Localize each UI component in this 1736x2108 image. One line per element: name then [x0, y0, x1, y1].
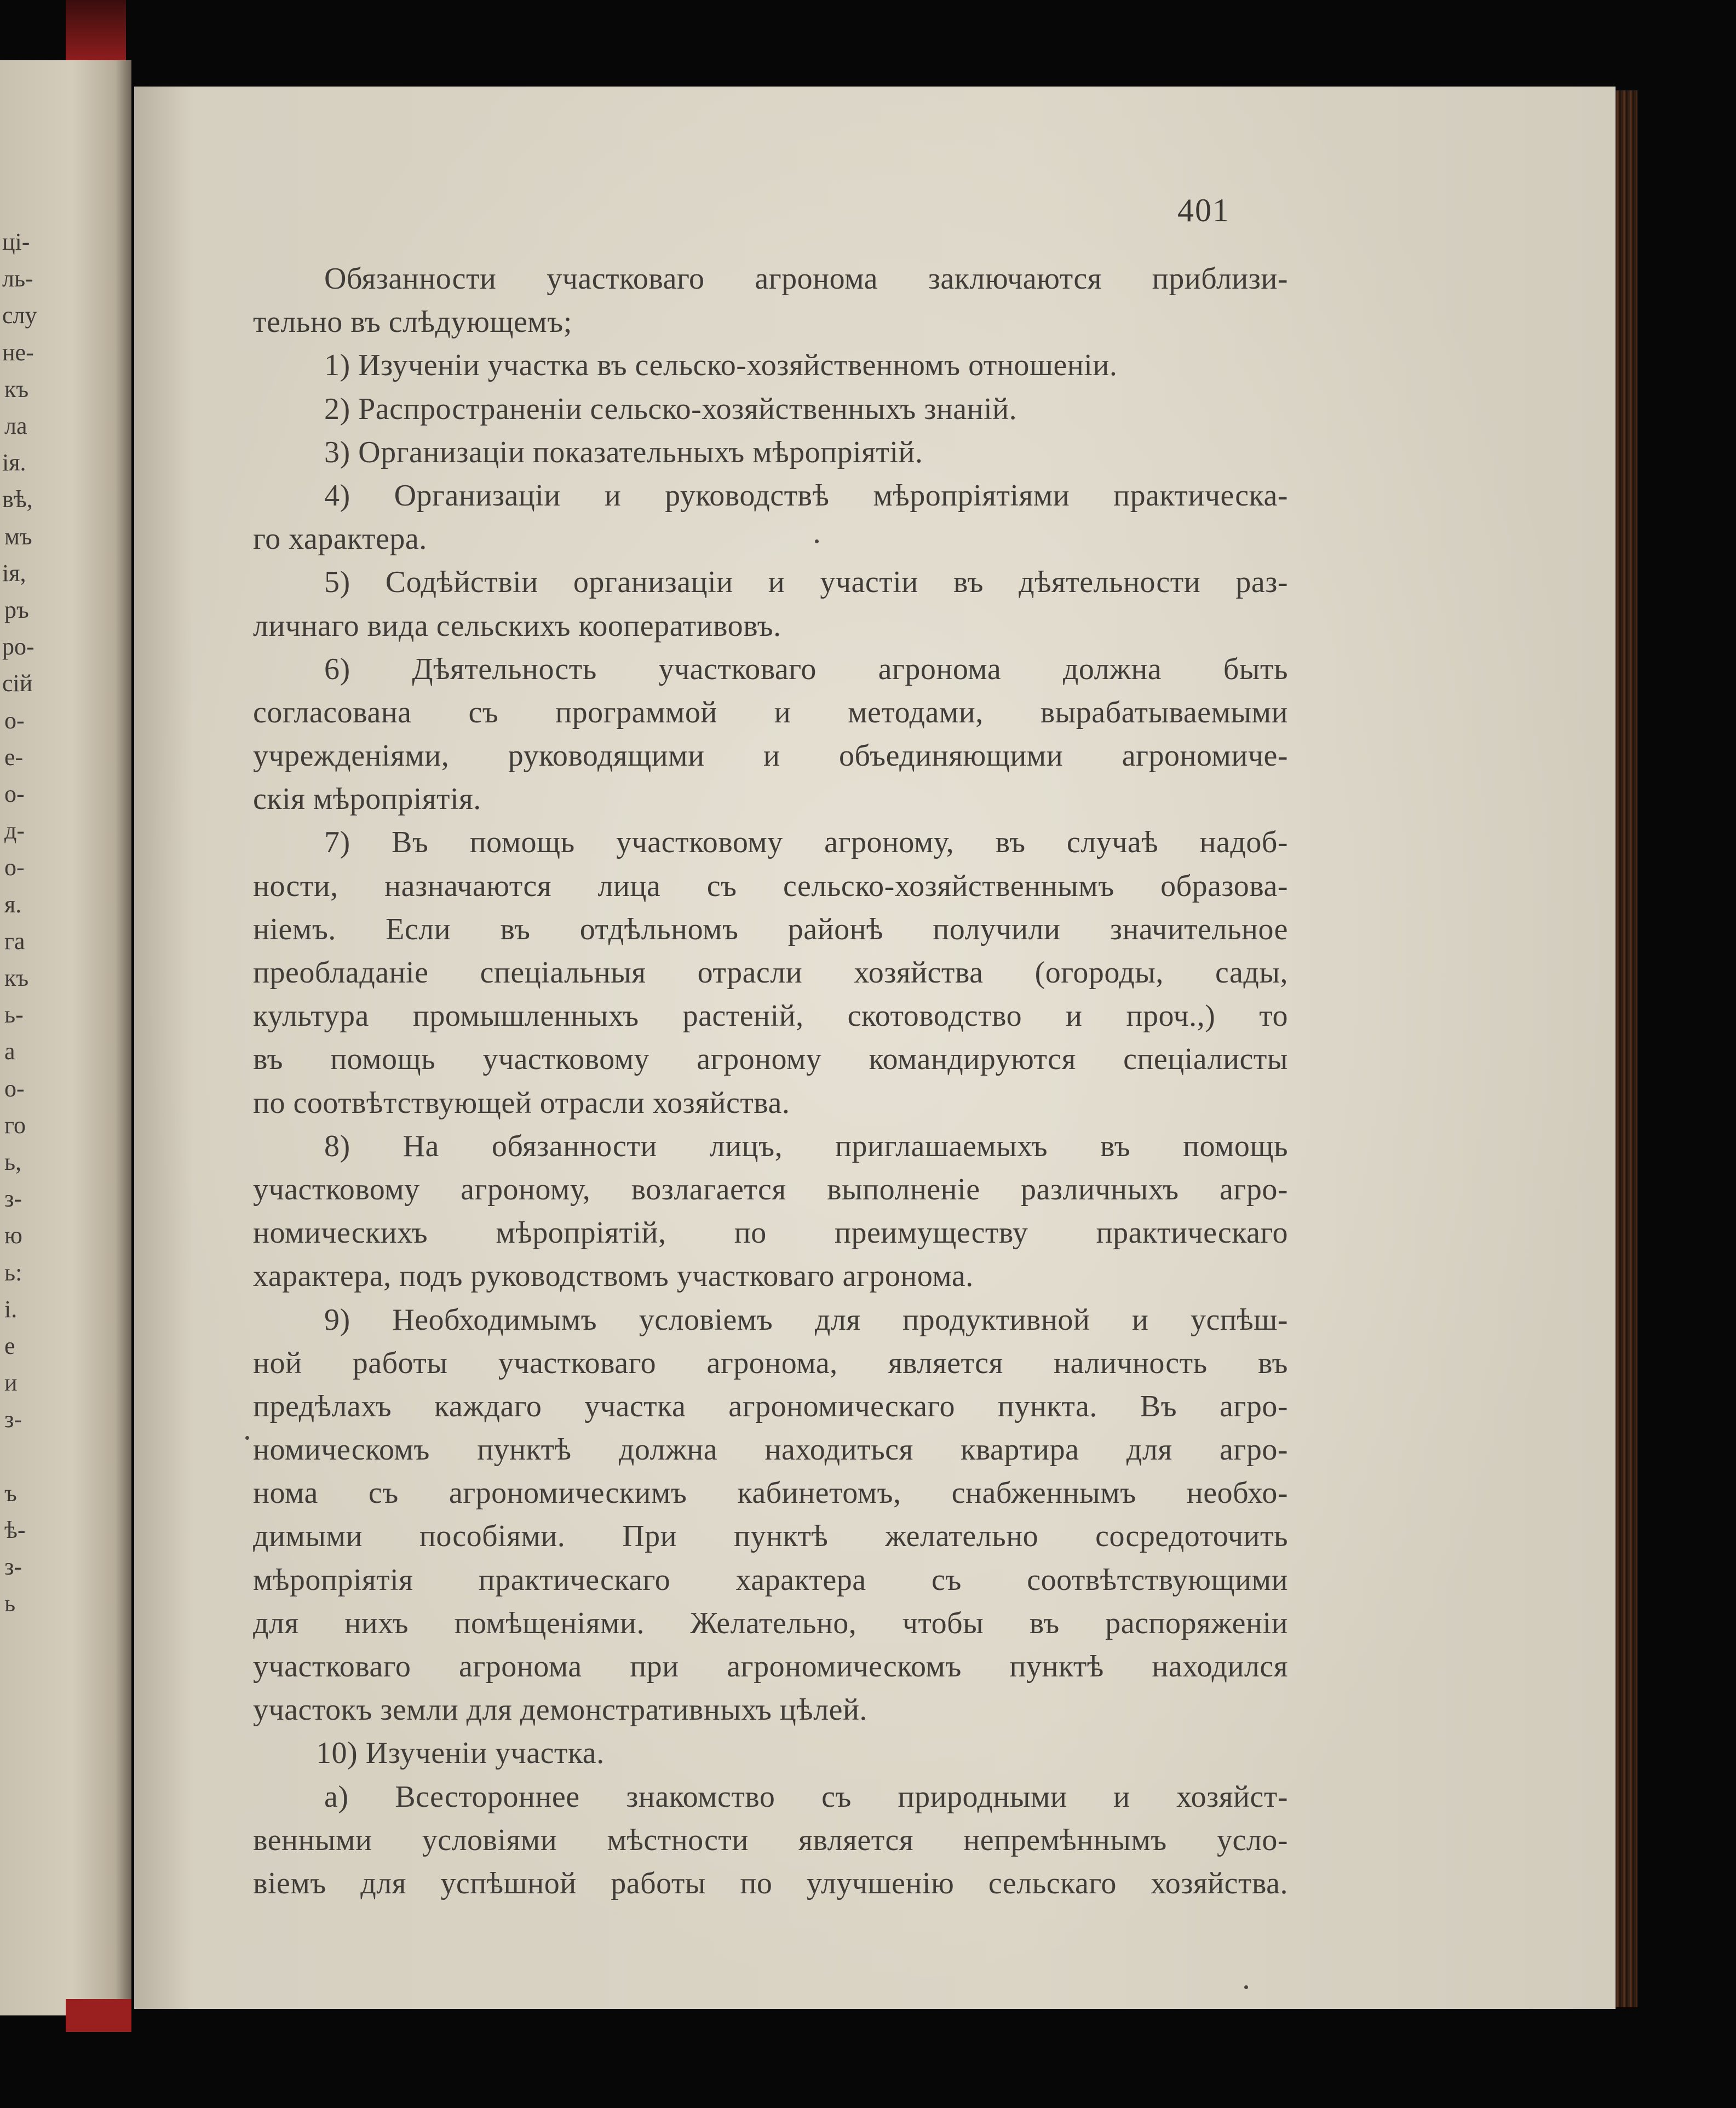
- text-line: 8) На обязанности лицъ, приглашаемыхъ въ помощь: [324, 1129, 1288, 1163]
- text-line: мѣропріятія практическаго характера съ соотвѣтствующими: [253, 1563, 1288, 1597]
- text-line: ности, назначаются лица съ сельско-хозяйственнымъ образова-: [253, 869, 1288, 903]
- previous-page-line-fragment: а: [4, 1038, 15, 1065]
- book-binding-edge-bottom: [66, 1999, 131, 2032]
- previous-page-line-fragment: ь-: [4, 1001, 24, 1029]
- text-line: номическомъ пунктѣ должна находиться квартира для агро-: [253, 1433, 1288, 1467]
- text-line: ніемъ. Если въ отдѣльномъ районѣ получили значительное: [253, 912, 1288, 946]
- previous-page-line-fragment: и: [4, 1369, 18, 1397]
- page-body-text: [253, 257, 1288, 1905]
- text-line: культура промышленныхъ растеній, скотоводство и проч.,) то: [253, 999, 1288, 1033]
- book-binding-edge: [66, 0, 126, 60]
- previous-page-line-fragment: д-: [4, 817, 25, 845]
- previous-page-line-fragment: і.: [4, 1295, 18, 1323]
- previous-page-line-fragment: ь,: [4, 1148, 22, 1175]
- previous-page-line-fragment: з-: [4, 1185, 22, 1213]
- previous-page-line-fragment: ія,: [2, 559, 26, 587]
- previous-page-line-fragment: ръ: [4, 596, 29, 623]
- previous-page-line-fragment: га: [4, 927, 25, 955]
- previous-page-line-fragment: о-: [4, 780, 25, 807]
- text-line: для нихъ помѣщеніями. Желательно, чтобы въ распоряженіи: [253, 1606, 1288, 1640]
- previous-page-line-fragment: ія.: [2, 449, 26, 476]
- previous-page-line-fragment: мъ: [4, 522, 32, 550]
- previous-page-line-fragment: ль-: [2, 265, 33, 292]
- text-line: 4) Организаціи и руководствѣ мѣропріятіями практическа-: [324, 478, 1288, 513]
- text-line: віемъ для успѣшной работы по улучшенію сельскаго хозяйства.: [253, 1866, 1288, 1900]
- paper-speck: [1244, 1985, 1248, 1989]
- text-line: венными условіями мѣстности является непремѣннымъ усло-: [253, 1823, 1288, 1857]
- text-line: 10) Изученіи участка.: [316, 1736, 605, 1771]
- previous-page-line-fragment: ці-: [2, 228, 30, 255]
- text-line: тельно въ слѣдующемъ;: [253, 305, 572, 340]
- text-line: 9) Необходимымъ условіемъ для продуктивной и успѣш-: [324, 1302, 1288, 1337]
- text-line: номическихъ мѣропріятій, по преимуществу практическаго: [253, 1216, 1288, 1250]
- previous-page-line-fragment: е: [4, 1332, 15, 1359]
- paper-speck: [815, 539, 819, 543]
- previous-page-line-fragment: ъ: [4, 1479, 17, 1507]
- text-line: участковаго агронома при агрономическомъ пунктѣ находился: [253, 1650, 1288, 1684]
- text-line: учрежденіями, руководящими и объединяющими агрономиче-: [253, 739, 1288, 773]
- text-line: участковому агроному, возлагается выполненіе различныхъ агро-: [253, 1172, 1288, 1207]
- text-line: 2) Распространеніи сельско-хозяйственныхъ знаній.: [324, 392, 1018, 426]
- previous-page-line-fragment: сій: [2, 670, 33, 697]
- text-line: скія мѣропріятія.: [253, 782, 481, 817]
- previous-page-line-fragment: о-: [4, 854, 25, 881]
- previous-page-line-fragment: о-: [4, 1075, 25, 1102]
- text-line: участокъ земли для демонстративныхъ цѣлей.: [253, 1693, 867, 1727]
- previous-page-line-fragment: я.: [4, 891, 22, 918]
- text-line: димыми пособіями. При пунктѣ желательно сосредоточить: [253, 1519, 1288, 1554]
- previous-page-line-fragment: з-: [4, 1406, 22, 1433]
- previous-page-line-fragment: слу: [2, 302, 37, 329]
- page-edges: [1616, 90, 1637, 2007]
- text-line: го характера.: [253, 522, 427, 556]
- text-line: 1) Изученіи участка въ сельско-хозяйственномъ отношеніи.: [324, 348, 1118, 383]
- previous-page-line-fragment: ь: [4, 1590, 16, 1617]
- previous-page-line-fragment: ла: [4, 412, 27, 439]
- text-line: согласована съ программой и методами, вырабатываемыми: [253, 695, 1288, 730]
- previous-page-line-fragment: ь:: [4, 1259, 22, 1286]
- text-line: характера, подъ руководствомъ участковаго агронома.: [253, 1259, 974, 1294]
- previous-page-line-fragment: з-: [4, 1553, 22, 1581]
- text-line: личнаго вида сельскихъ кооперативовъ.: [253, 608, 781, 643]
- previous-page-line-fragment: ю: [4, 1222, 22, 1249]
- text-line: предѣлахъ каждаго участка агрономическаго пункта. Въ агро-: [253, 1389, 1288, 1423]
- previous-page-line-fragment: ро-: [2, 633, 35, 660]
- text-line: по соотвѣтствующей отрасли хозяйства.: [253, 1085, 790, 1120]
- previous-page-line-fragment: не-: [2, 338, 34, 366]
- previous-page-line-fragment: къ: [4, 964, 29, 991]
- previous-page-line-fragment: вѣ,: [2, 486, 33, 513]
- text-line: Обязанности участковаго агронома заключаются приблизи-: [324, 262, 1288, 296]
- previous-page-line-fragment: ѣ-: [4, 1517, 26, 1543]
- text-line: нома съ агрономическимъ кабинетомъ, снабженнымъ необхо-: [253, 1476, 1288, 1510]
- previous-page-line-fragment: къ: [4, 375, 29, 403]
- text-line: преобладаніе спеціальныя отрасли хозяйства (огороды, сады,: [253, 956, 1288, 990]
- paper-speck: [245, 1436, 249, 1440]
- previous-page-line-fragment: го: [4, 1111, 26, 1139]
- text-line: а) Всестороннее знакомство съ природными и хозяйст-: [324, 1779, 1288, 1814]
- text-line: 6) Дѣятельность участковаго агронома должна быть: [324, 652, 1288, 686]
- text-line: въ помощь участковому агроному командируются спеціалисты: [253, 1042, 1288, 1077]
- text-line: 5) Содѣйствіи организаціи и участіи въ дѣятельности раз-: [324, 565, 1288, 600]
- previous-page: [0, 60, 131, 2015]
- text-line: ной работы участковаго агронома, является наличность въ: [253, 1346, 1288, 1380]
- text-line: 7) Въ помощь участковому агроному, въ случаѣ надоб-: [324, 825, 1288, 860]
- text-line: 3) Организаціи показательныхъ мѣропріятій.: [324, 435, 923, 469]
- previous-page-line-fragment: е-: [4, 743, 24, 771]
- previous-page-line-fragment: о-: [4, 707, 25, 734]
- page-number: 401: [1177, 192, 1230, 228]
